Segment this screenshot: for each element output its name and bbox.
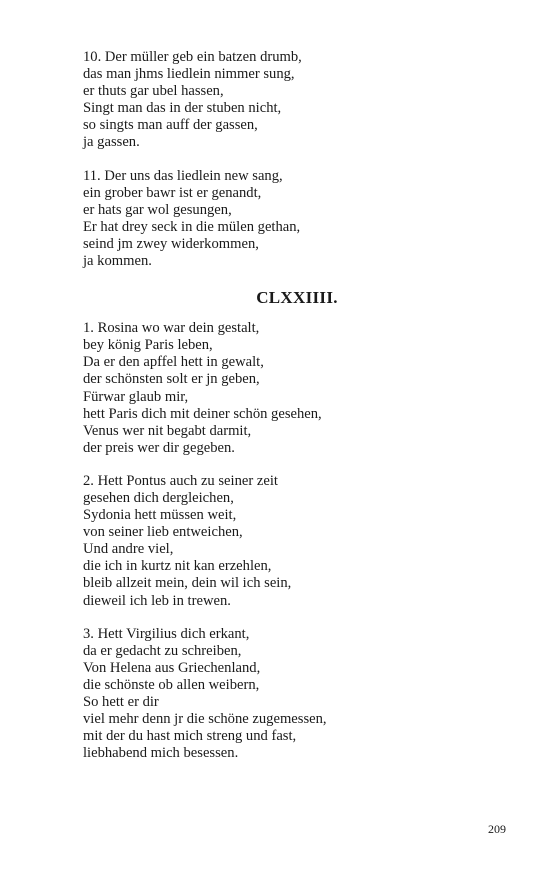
verse-line: so singts man auff der gassen, <box>83 117 258 134</box>
verse-line: viel mehr denn jr die schöne zugemessen, <box>83 711 327 728</box>
verse-line: bleib allzeit mein, dein wil ich sein, <box>83 575 292 592</box>
verse-line: da er gedacht zu schreiben, <box>83 642 242 659</box>
verse-line: 11. Der uns das liedlein new sang, <box>83 167 283 184</box>
verse-line: Sydonia hett müssen weit, <box>83 507 237 524</box>
verse-line: ja gassen. <box>83 134 140 151</box>
stanza-3 <box>83 626 503 763</box>
verse-line: Und andre viel, <box>83 541 174 558</box>
verse-line: hett Paris dich mit deiner schön gesehen, <box>83 405 322 422</box>
verse-line: 1. Rosina wo war dein gestalt, <box>83 320 260 337</box>
verse-line: So hett er dir <box>83 694 159 710</box>
verse-line: das man jhms liedlein nimmer sung, <box>83 66 295 83</box>
verse-line: Von Helena aus Griechenland, <box>83 659 261 676</box>
verse-line: Venus wer nit begabt darmit, <box>83 422 252 439</box>
verse-line: Fürwar glaub mir, <box>83 388 189 405</box>
verse-line: Singt man das in der stuben nicht, <box>83 100 282 117</box>
verse-line: Er hat drey seck in die mülen gethan, <box>83 218 301 235</box>
stanza-1 <box>83 320 503 457</box>
verse-line: ein grober bawr ist er genandt, <box>83 184 262 201</box>
verse-line: 3. Hett Virgilius dich erkant, <box>83 625 250 642</box>
verse-line: der preis wer dir gegeben. <box>83 439 235 456</box>
verse-line: von seiner lieb entweichen, <box>83 524 243 541</box>
verse-line: dieweil ich leb in trewen. <box>83 592 231 609</box>
stanza-11 <box>83 168 503 271</box>
verse-line: liebhabend mich besessen. <box>83 745 239 762</box>
verse-line: seind jm zwey widerkommen, <box>83 235 259 252</box>
verse-line: ja kommen. <box>83 253 152 270</box>
stanza-gap <box>83 610 503 626</box>
verse-line: gesehen dich dergleichen, <box>83 489 234 506</box>
verse-line: der schönsten solt er jn geben, <box>83 371 260 388</box>
page-number: 209 <box>488 822 506 836</box>
stanza-gap <box>83 152 503 168</box>
stanza-2 <box>83 473 503 610</box>
verse-line: die ich in kurtz nit kan erzehlen, <box>83 558 272 575</box>
verse-line: 2. Hett Pontus auch zu seiner zeit <box>83 472 278 489</box>
verse-line: bey könig Paris leben, <box>83 337 213 354</box>
song-heading: CLXXIIII. <box>256 288 338 308</box>
verse-line: 10. Der müller geb ein batzen drumb, <box>83 49 302 65</box>
stanza-gap <box>83 457 503 473</box>
verse-line: er hats gar wol gesungen, <box>83 201 232 218</box>
verse-line: die schönste ob allen weibern, <box>83 676 260 693</box>
verse-line: mit der du hast mich streng und fast, <box>83 728 297 745</box>
verse-line: Da er den apffel hett in gewalt, <box>83 354 264 371</box>
verse-line: er thuts gar ubel hassen, <box>83 83 224 100</box>
stanza-10 <box>83 49 503 152</box>
page-body <box>83 49 503 762</box>
